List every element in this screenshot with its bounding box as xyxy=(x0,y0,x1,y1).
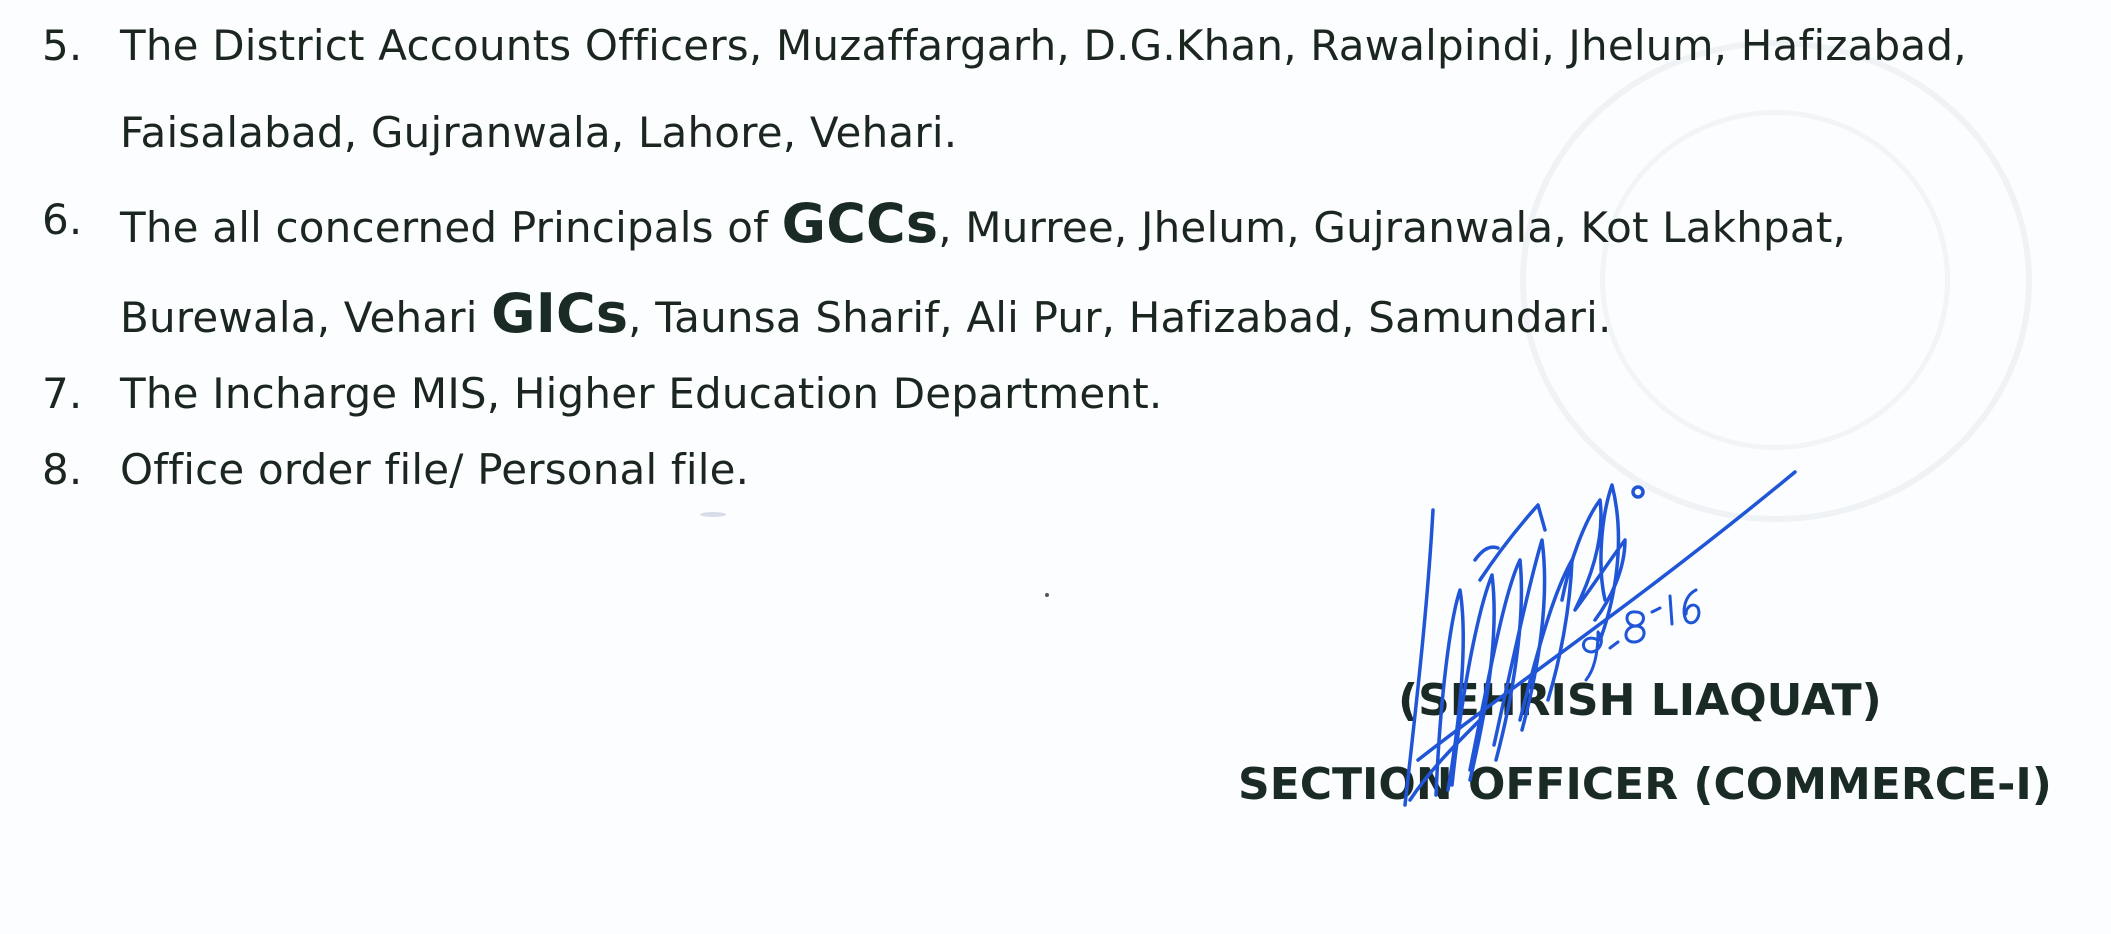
list-item-number: 6. xyxy=(42,195,83,244)
list-item-number: 7. xyxy=(42,369,83,418)
list-item-text: The Incharge MIS, Higher Education Department. xyxy=(120,369,1163,418)
list-item-text: Faisalabad, Gujranwala, Lahore, Vehari. xyxy=(120,108,958,157)
signature-stroke xyxy=(1562,500,1625,620)
signature-date-stroke xyxy=(1610,642,1618,648)
list-item-text-part: The all concerned Principals of xyxy=(120,203,782,252)
list-item-text: Office order file/ Personal file. xyxy=(120,445,750,494)
signature-date-stroke xyxy=(1626,612,1644,642)
scan-speck xyxy=(1045,593,1049,597)
list-item-text xyxy=(120,282,1612,345)
signature-stroke xyxy=(1480,505,1545,580)
signature-stroke xyxy=(1633,487,1643,497)
list-item-text-part: Burewala, Vehari xyxy=(120,293,492,342)
signature-date-stroke xyxy=(1684,590,1699,623)
signatory-designation: SECTION OFFICER (COMMERCE-I) xyxy=(1238,759,2052,810)
signature-stroke xyxy=(1475,547,1498,560)
signature-date-stroke xyxy=(1583,632,1601,680)
bleed-through-emblem xyxy=(1520,40,2032,522)
signature-stroke xyxy=(1470,560,1521,770)
list-item-number: 5. xyxy=(42,21,83,70)
list-item-text-part: , Murree, Jhelum, Gujranwala, Kot Lakhpat, xyxy=(938,203,1847,252)
signature-date-stroke xyxy=(1652,608,1660,612)
scan-speck xyxy=(700,512,726,517)
signature-stroke xyxy=(1600,485,1618,640)
list-item-text-part: , Taunsa Sharif, Ali Pur, Hafizabad, Samundari. xyxy=(628,293,1612,342)
gccs-emphasis: GCCs xyxy=(781,192,939,255)
bleed-through-emblem-inner xyxy=(1600,110,1950,450)
signature-date-stroke xyxy=(1670,596,1672,624)
list-item-text: The District Accounts Officers, Muzaffargarh, D.G.Khan, Rawalpindi, Jhelum, Hafizabad, xyxy=(120,21,1967,70)
gics-emphasis: GICs xyxy=(491,282,629,345)
signatory-name: (SEHRISH LIAQUAT) xyxy=(1398,675,1882,726)
list-item-text xyxy=(120,192,1847,255)
list-item-number: 8. xyxy=(42,445,83,494)
